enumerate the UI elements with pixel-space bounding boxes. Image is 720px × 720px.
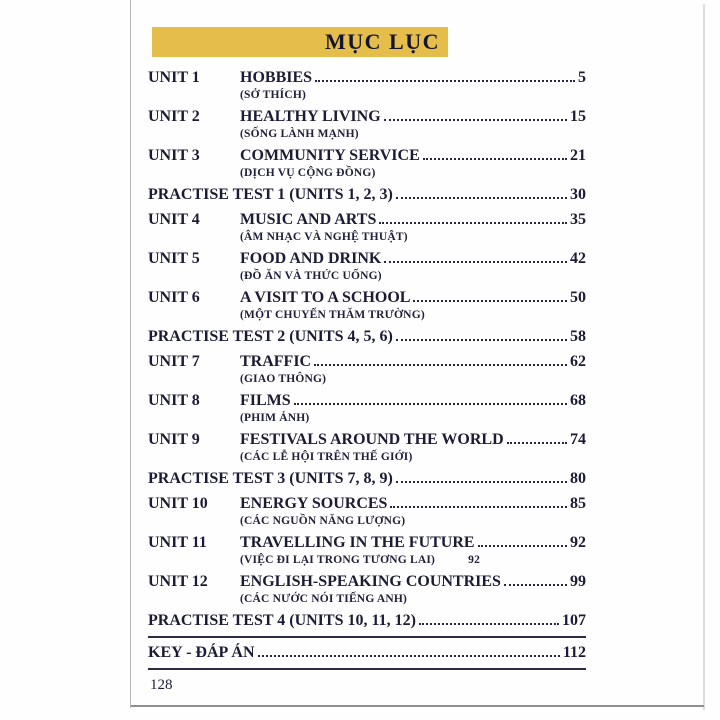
toc-entry: [148, 469, 586, 488]
entry-subtitle: (ÂM NHẠC VÀ NGHỆ THUẬT): [240, 231, 408, 243]
entry-subtitle: (SỐNG LÀNH MẠNH): [240, 128, 359, 140]
toc-entry: [148, 430, 586, 464]
dot-leader: [504, 584, 567, 586]
entry-subtitle-row: [240, 269, 586, 283]
unit-label: UNIT 1: [148, 69, 200, 86]
toc-entry: [148, 352, 586, 386]
toc-entry: [148, 494, 586, 528]
entry-page-number: 50: [570, 289, 586, 306]
entry-title: KEY - ĐÁP ÁN: [148, 644, 255, 661]
dot-leader: [294, 403, 567, 405]
entry-title: PRACTISE TEST 2 (UNITS 4, 5, 6): [148, 328, 393, 345]
entry-title: FILMS: [240, 392, 291, 409]
entry-page-number: 92: [570, 534, 586, 551]
dot-leader: [478, 545, 567, 547]
unit-label: UNIT 6: [148, 289, 200, 306]
page-right-edge: [703, 4, 705, 710]
entry-title: TRAVELLING IN THE FUTURE: [240, 534, 475, 551]
entry-title: FOOD AND DRINK: [240, 250, 382, 267]
entry-subtitle-row: [240, 308, 586, 322]
entry-subtitle: (PHIM ẢNH): [240, 412, 310, 424]
dot-leader: [379, 222, 567, 224]
section-divider: [148, 668, 586, 670]
entry-page-number: 99: [570, 573, 586, 590]
dot-leader: [413, 300, 567, 302]
entry-page-number: 35: [570, 211, 586, 228]
entry-subtitle-row: [240, 514, 586, 528]
entry-subtitle: (DỊCH VỤ CỘNG ĐỒNG): [240, 167, 376, 179]
entry-subtitle-row: [240, 372, 586, 386]
unit-label: UNIT 12: [148, 573, 208, 590]
entry-title: A VISIT TO A SCHOOL: [240, 289, 411, 306]
page-title: MỤC LỤC: [152, 27, 448, 57]
title-row: [148, 26, 586, 58]
dot-leader: [390, 506, 567, 508]
dot-leader: [314, 364, 567, 366]
entry-subtitle: (MỘT CHUYẾN THĂM TRƯỜNG): [240, 309, 425, 321]
entry-subtitle-row: [240, 230, 586, 244]
entry-title: PRACTISE TEST 3 (UNITS 7, 8, 9): [148, 470, 393, 487]
toc-entry: [148, 572, 586, 606]
dot-leader: [258, 655, 560, 657]
entry-subtitle-row: [240, 553, 586, 567]
entry-title: ENERGY SOURCES: [240, 495, 388, 512]
entry-subtitle: (VIỆC ĐI LẠI TRONG TƯƠNG LAI): [240, 554, 436, 566]
entry-page-number: 85: [570, 495, 586, 512]
toc-entry: [148, 146, 586, 180]
toc-entry: [148, 107, 586, 141]
entry-subtitle: (CÁC NƯỚC NÓI TIẾNG ANH): [240, 593, 408, 605]
entry-page-number: 80: [570, 470, 586, 487]
unit-label: UNIT 8: [148, 392, 200, 409]
entry-title: FESTIVALS AROUND THE WORLD: [240, 431, 504, 448]
dot-leader: [396, 339, 567, 341]
entry-subtitle-row: [240, 166, 586, 180]
entry-title: PRACTISE TEST 4 (UNITS 10, 11, 12): [148, 612, 416, 629]
entry-title: HOBBIES: [240, 69, 313, 86]
entry-subtitle: (SỞ THÍCH): [240, 89, 307, 101]
entry-page-number: 21: [570, 147, 586, 164]
entry-subtitle-row: [240, 88, 586, 102]
entry-subtitle-row: [240, 127, 586, 141]
unit-label: UNIT 3: [148, 147, 200, 164]
entry-page-number: 107: [562, 612, 586, 629]
entry-page-number: 42: [570, 250, 586, 267]
toc-entry: [148, 288, 586, 322]
toc-list: [148, 68, 586, 670]
dot-leader: [384, 261, 567, 263]
entry-title: PRACTISE TEST 1 (UNITS 1, 2, 3): [148, 186, 393, 203]
entry-page-number: 74: [570, 431, 586, 448]
dot-leader: [384, 119, 567, 121]
section-divider: [148, 636, 586, 638]
entry-page-number: 30: [570, 186, 586, 203]
entry-subtitle: (GIAO THÔNG): [240, 373, 327, 385]
entry-subtitle: (CÁC LỄ HỘI TRÊN THẾ GIỚI): [240, 451, 413, 463]
entry-subtitle: (CÁC NGUỒN NĂNG LƯỢNG): [240, 515, 406, 527]
dot-leader: [315, 80, 575, 82]
unit-label: UNIT 5: [148, 250, 200, 267]
toc-entry: [148, 533, 586, 567]
entry-title: COMMUNITY SERVICE: [240, 147, 420, 164]
dot-leader: [419, 623, 559, 625]
entry-title: ENGLISH-SPEAKING COUNTRIES: [240, 573, 501, 590]
entry-subtitle: (ĐỒ ĂN VÀ THỨC UỐNG): [240, 270, 382, 282]
toc-entry: [148, 249, 586, 283]
unit-label: UNIT 2: [148, 108, 200, 125]
unit-label: UNIT 4: [148, 211, 200, 228]
toc-entry: [148, 611, 586, 630]
toc-content: [148, 26, 586, 694]
unit-label: UNIT 10: [148, 495, 208, 512]
entry-page-number: 58: [570, 328, 586, 345]
subtitle-note: 92: [468, 554, 481, 566]
dot-leader: [507, 442, 567, 444]
toc-entry: [148, 68, 586, 102]
page-margin-rule: [130, 0, 131, 708]
entry-title: HEALTHY LIVING: [240, 108, 381, 125]
page-bottom-edge: [131, 705, 704, 707]
dot-leader: [396, 481, 567, 483]
footer-page-number: 128: [150, 677, 173, 693]
entry-title: TRAFFIC: [240, 353, 312, 370]
footer: [148, 676, 586, 694]
unit-label: UNIT 7: [148, 353, 200, 370]
entry-page-number: 68: [570, 392, 586, 409]
entry-subtitle-row: [240, 592, 586, 606]
entry-subtitle-row: [240, 411, 586, 425]
entry-page-number: 112: [562, 644, 586, 661]
entry-page-number: 15: [570, 108, 586, 125]
entry-title: MUSIC AND ARTS: [240, 211, 377, 228]
toc-entry: [148, 327, 586, 346]
dot-leader: [396, 197, 567, 199]
dot-leader: [423, 158, 567, 160]
entry-subtitle-row: [240, 450, 586, 464]
toc-entry: [148, 185, 586, 204]
toc-entry: [148, 391, 586, 425]
entry-page-number: 62: [570, 353, 586, 370]
unit-label: UNIT 9: [148, 431, 200, 448]
unit-label: UNIT 11: [148, 534, 207, 551]
toc-entry: [148, 643, 586, 662]
toc-entry: [148, 210, 586, 244]
entry-page-number: 5: [578, 69, 586, 86]
